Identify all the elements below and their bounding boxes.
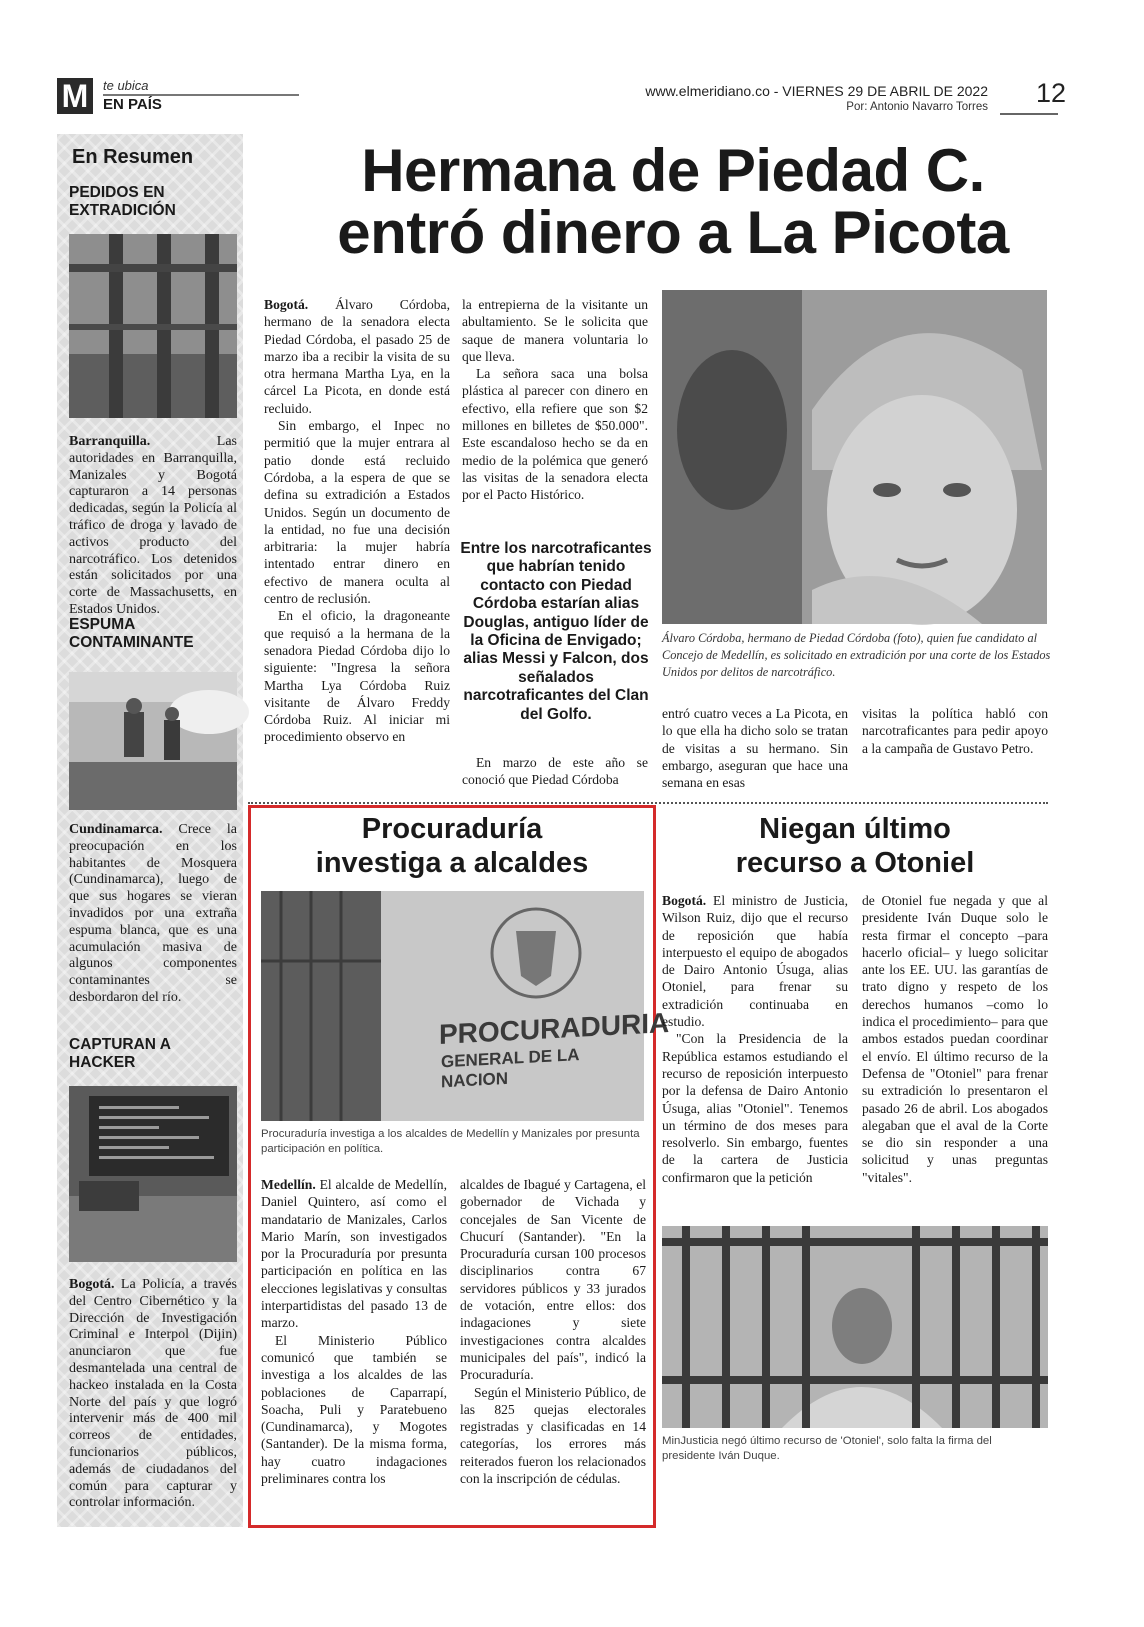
photo-foam-walkers bbox=[69, 672, 237, 810]
main-headline-line1: Hermana de Piedad C. bbox=[361, 137, 985, 204]
procuraduria-col2: alcaldes de Ibagué y Cartagena, el gobernador de Vichada y concejales de San Vicente de Chucurí (Santander). "En la Procuraduría cursan 100 procesos disciplinarios contra 67 servidores públicos y 33 jurados de votación, entre ellos: dos indagaciones y siete investigaciones contra alcaldes municipales del país", indicó la Procuraduría. Según el Ministerio Público, de las 825 quejas electorales registradas y clasificadas en 14 categorías, los errores más reiterados fueron los relacionados con la inscripción de cédulas. bbox=[460, 1177, 646, 1487]
page-number-rule bbox=[1000, 113, 1058, 115]
sidebar-text-espuma: Cundinamarca. Crece la preocupación en los habitantes de Mosquera (Cundinamarca), luego de que sus hogares se vieran invadidos por una extraña espuma blanca, que es una acumulación masiva de algunos componentes contaminantes se desbordaron del río. bbox=[69, 822, 237, 1005]
procuraduria-headline-line2: investiga a alcaldes bbox=[315, 847, 589, 879]
photo-hacker-laptop bbox=[69, 1086, 237, 1262]
sidebar-text-hacker: Bogotá. La Policía, a través del Centro Cibernético y la Dirección de Investigación Criminal e Interpol (Dijin) anunciaron que fue desmantelada una central de hackeo instalada en la Costa Norte del país y que logró intervenir más de 400 mil correos de entidades, funcionarios públicos, además de ciudadanos del común para capturar y controlar información. bbox=[69, 1277, 237, 1511]
procuraduria-headline bbox=[256, 812, 648, 880]
section-name: EN PAÍS bbox=[103, 96, 162, 113]
section-kicker: te ubica bbox=[103, 78, 149, 93]
sidebar-text-extradicion: Barranquilla. Las autoridades en Barranquilla, Manizales y Bogotá capturaron a 14 personas dedicadas, según la Policía al tráfico de droga y lavado de activos producto del narcotráfico. Los detenidos están solicitados por una corte de Massachusetts, en Estados Unidos. bbox=[69, 434, 237, 617]
procuraduria-photo-caption: Procuraduría investiga a los alcaldes de Medellín y Manizales por presunta participación en política. bbox=[261, 1128, 640, 1155]
main-headline bbox=[258, 137, 1088, 266]
otoniel-headline bbox=[662, 812, 1048, 880]
main-story-col3: entró cuatro veces a La Picota, en lo que ella ha dicho solo se tratan de visitas a su hermano. Sin embargo, aseguran que hace una semana en esas bbox=[662, 706, 848, 791]
main-headline-line2: entró dinero a La Picota bbox=[337, 199, 1009, 266]
sidebar-heading-hacker: CAPTURAN A HACKER bbox=[69, 1036, 171, 1071]
main-story-col2-end: En marzo de este año se conoció que Piedad Córdoba bbox=[462, 755, 648, 788]
sidebar-title: En Resumen bbox=[72, 146, 194, 168]
piedad-photo-caption: Álvaro Córdoba, hermano de Piedad Córdoba (foto), quien fue candidato al Concejo de Medellín, es solicitado en extradición por una corte de los Estados Unidos por delitos de narcotráfico. bbox=[662, 631, 1051, 679]
masthead bbox=[57, 76, 302, 120]
main-story-col1: Bogotá. Álvaro Córdoba, hermano de la senadora electa Piedad Córdoba, el pasado 25 de marzo iba a recibir la visita de su otra hermana Martha Lya, en la cárcel La Picota, en donde está recluido. Sin embargo, el Inpec no permitió que la mujer entrara al patio donde está recluido Córdoba, a la espera de que se defina su extradición a Estados Unidos. Según un documento de la entidad, no fue una decisión arbitraria: la mujer habría intentado entrar dinero en efectivo de manera oculta al centro de reclusión. En el oficio, la dragoneante que requisó a la hermana de la senadora Piedad Córdoba dijo lo siguiente: "Ingresa la señora Martha Lya Córdoba Ruiz visitante de Álvaro Freddy Córdoba Ruiz. Al iniciar mi procedimiento observo en bbox=[264, 297, 450, 745]
otoniel-col2: de Otoniel fue negada y que al presidente Iván Duque solo le resta firmar el concepto –para hacerlo oficial– y luego solicitar ante los EE. UU. las garantías de trato digno y respeto de los derechos humanos –como lo indica el procedimiento– para que ambos estados puedan coordinar el envío. El último recurso de la Defensa de "Otoniel" para frenar su extradición lo presentaron el pasado 26 de abril. Los abogados alegaban que el aval de la Corte se dio sin responder a una solicitud y unas preguntas "vitales". bbox=[862, 893, 1048, 1185]
otoniel-headline-line1: Niegan último bbox=[759, 813, 951, 845]
photo-piedad-cordoba bbox=[662, 290, 1047, 624]
section-divider bbox=[248, 802, 1048, 804]
otoniel-photo-caption: MinJusticia negó último recurso de 'Otoniel', solo falta la firma del presidente Iván Duque. bbox=[662, 1435, 992, 1462]
main-story-col4: visitas la política habló con narcotraficantes para pedir apoyo a la campaña de Gustavo Petro. bbox=[862, 706, 1048, 756]
procuraduria-sign-line2: GENERAL DE LA NACION bbox=[441, 1045, 579, 1092]
main-story-col2: la entrepierna de la visitante un abultamiento. Se le solicita que saque de manera voluntaria lo que lleva. La señora saca una bolsa plástica al parecer con dinero en efectivo, ella refiere que son $2 millones en billetes de $50.000". Este escandaloso hecho se da en medio de la polémica que generó las visitas de la senadora electa por el Pacto Histórico. bbox=[462, 297, 648, 503]
header-rule bbox=[103, 94, 299, 96]
procuraduria-col1: Medellín. El alcalde de Medellín, Daniel Quintero, así como el mandatario de Manizales, Carlos Mario Marín, son investigados por la Procuraduría por presunta participación en política en las elecciones legislativas y consultas interpartidistas del pasado 13 de marzo. El Ministerio Público comunicó que también se investiga a los alcaldes de las poblaciones de Caparrapí, Soacha, Puli y Paratebueno (Cundinamarca), y Mogotes (Santander). De la misma forma, hay cuatro indagaciones preliminares contra los bbox=[261, 1177, 447, 1487]
otoniel-col1: Bogotá. El ministro de Justicia, Wilson Ruiz, dijo que el recurso de reposición que había interpuesto el equipo de abogados de Dairo Antonio Úsuga, alias Otoniel, para frenar su extradición continuaba en estudio. "Con la Presidencia de la República estamos estudiando el recurso de reposición interpuesto por la defensa de Dairo Antonio Úsuga, alias "Otoniel". Tenemos un término de dos meses para resolverlo. Sin embargo, fuentes de la cartera de Justicia confirmaron que la petición bbox=[662, 893, 848, 1185]
logo: M bbox=[57, 78, 93, 114]
page-number: 12 bbox=[1036, 78, 1067, 108]
photo-procuraduria-building bbox=[261, 891, 670, 1121]
photo-prison-bars bbox=[69, 234, 237, 418]
procuraduria-sign-line1: PROCURADURIA bbox=[439, 1006, 670, 1051]
byline: Por: Antonio Navarro Torres bbox=[846, 101, 988, 113]
photo-otoniel-cell bbox=[662, 1226, 1048, 1428]
procuraduria-headline-line1: Procuraduría bbox=[361, 813, 543, 845]
pullquote: Entre los narcotraficantes que habrían tenido contacto con Piedad Córdoba estarían alias Douglas, antiguo líder de la Oficina de Envigado; alias Messi y Falcon, dos señalados narcotraficantes del Clan del Golfo. bbox=[460, 540, 652, 723]
otoniel-headline-line2: recurso a Otoniel bbox=[735, 847, 975, 879]
site-date: www.elmeridiano.co - VIERNES 29 DE ABRIL DE 2022 bbox=[645, 83, 988, 99]
sidebar-heading-espuma: ESPUMA CONTAMINANTE bbox=[69, 616, 194, 651]
sidebar-heading-extradicion: PEDIDOS EN EXTRADICIÓN bbox=[69, 184, 176, 219]
